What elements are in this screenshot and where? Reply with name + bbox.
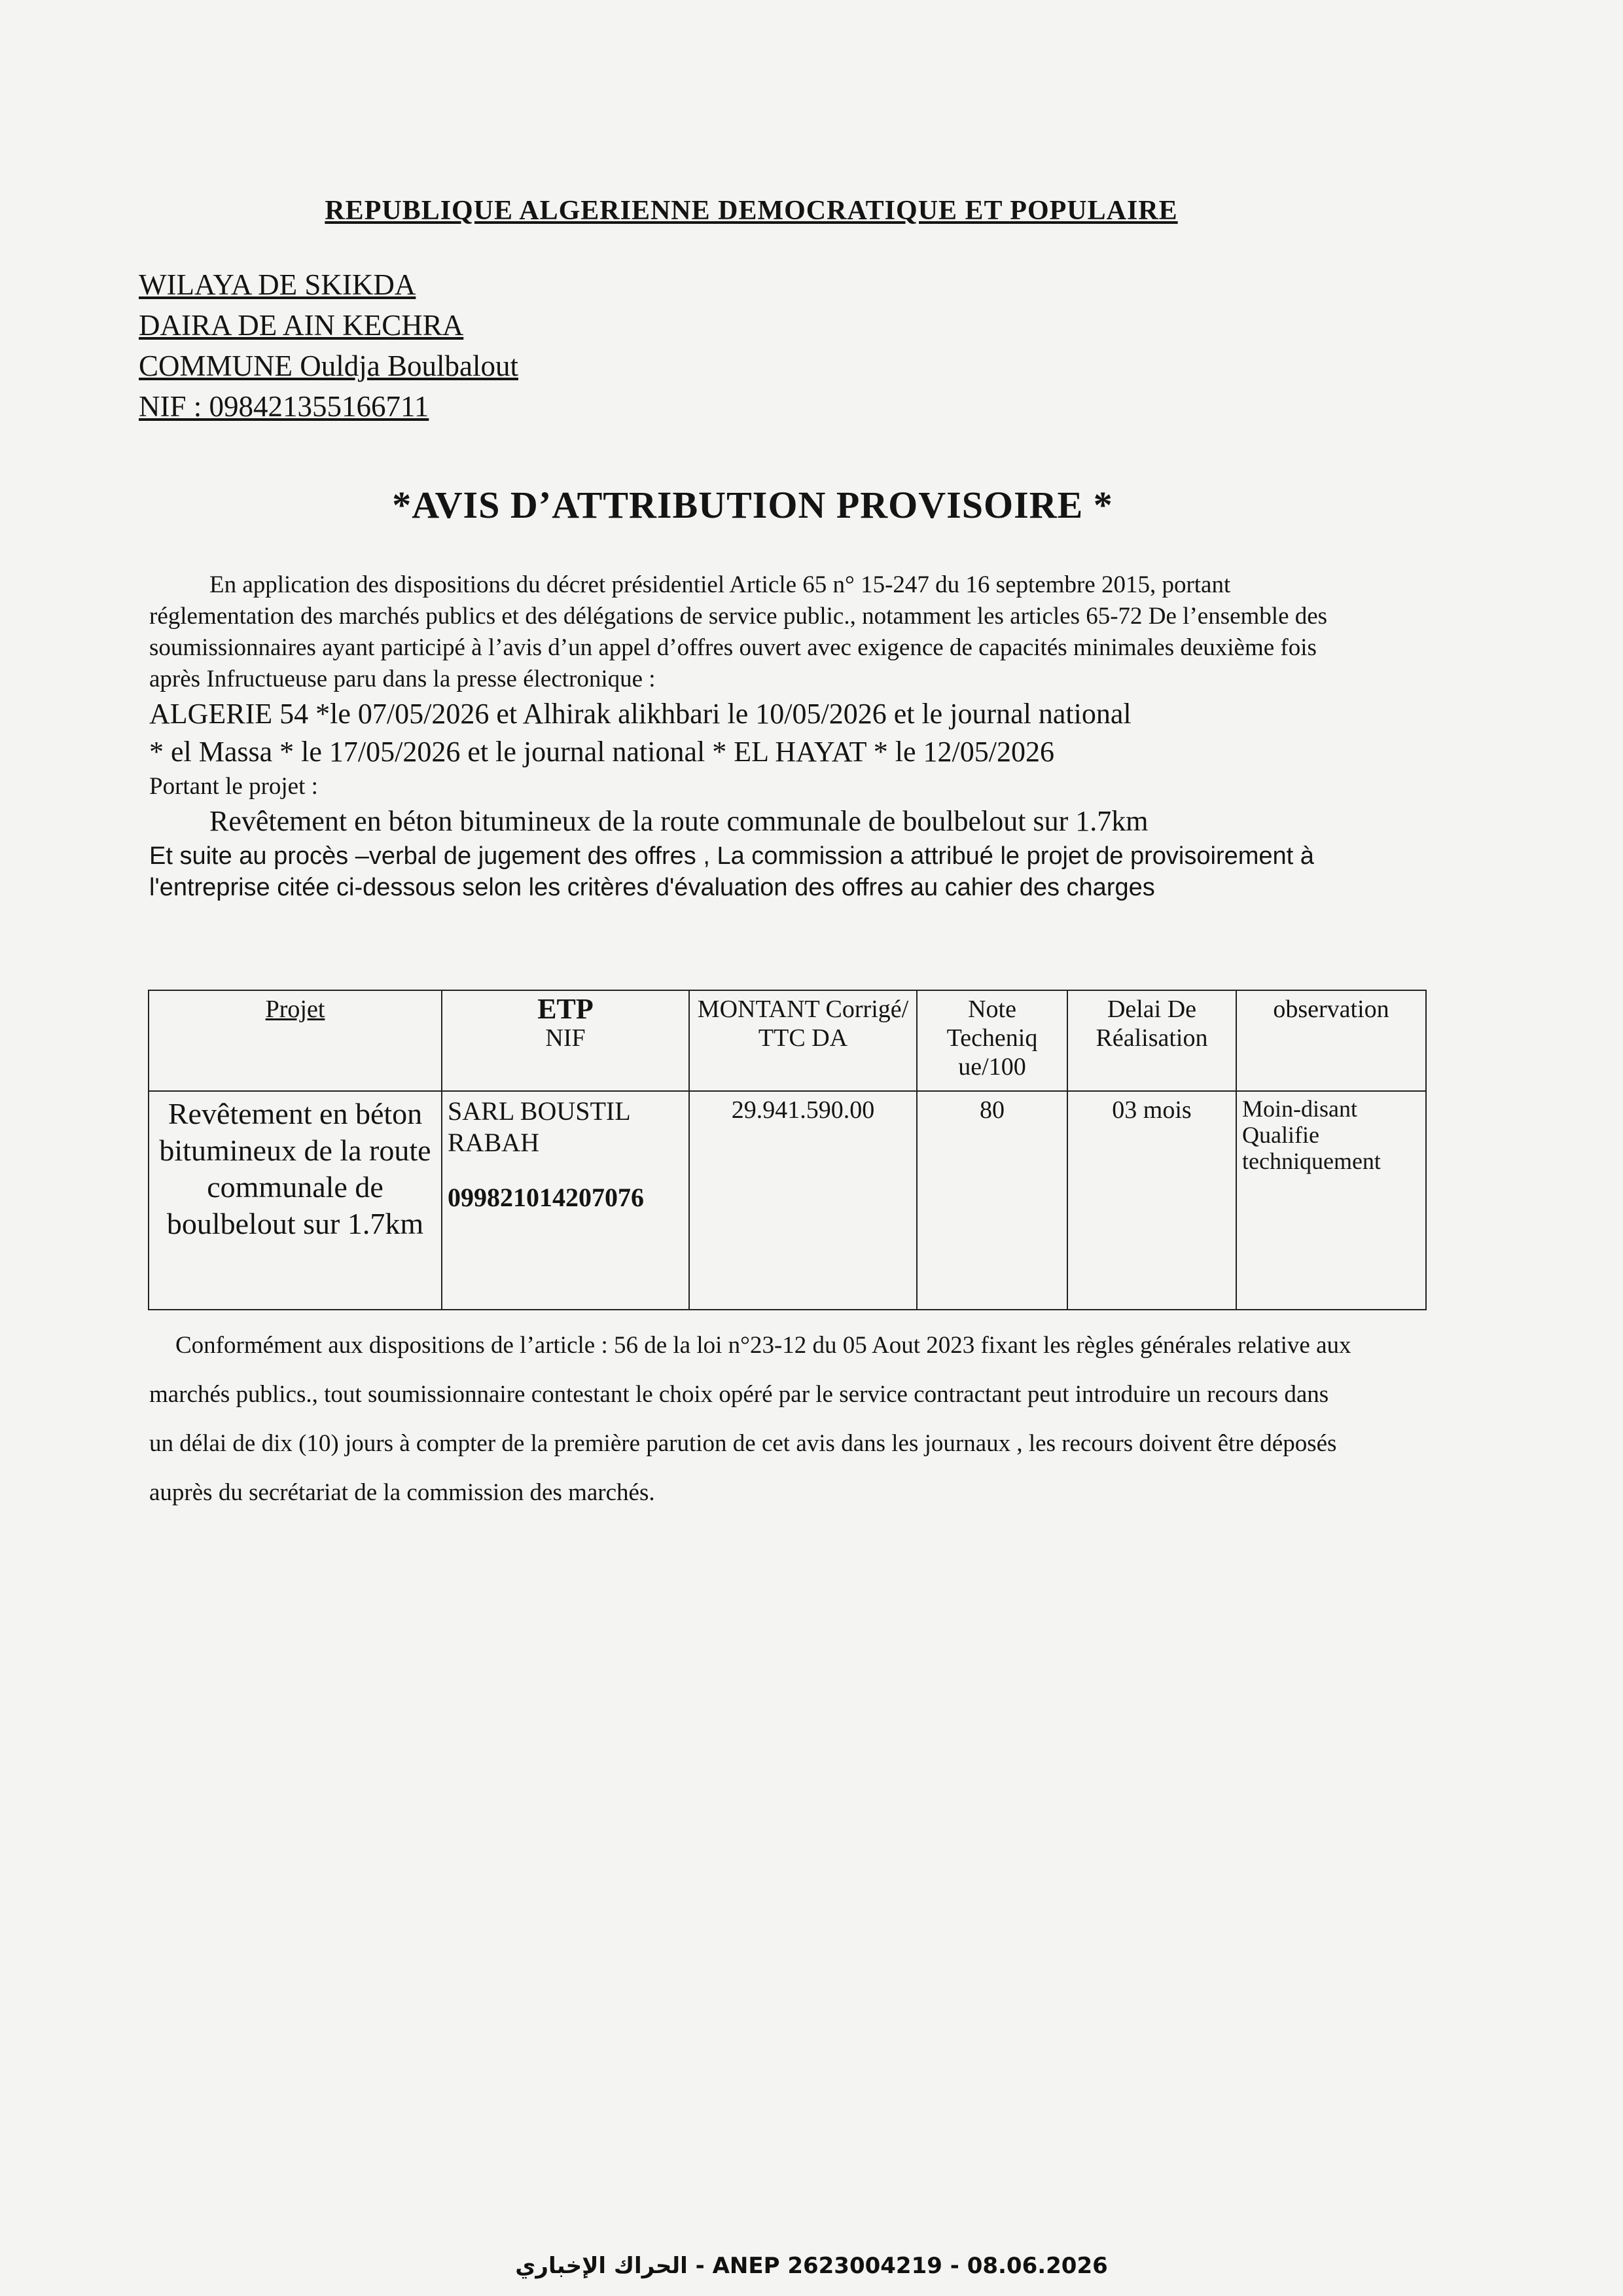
header-projet: Projet [149,990,442,1091]
header-etp: ETP NIF [442,990,689,1091]
award-table [148,990,1427,1310]
commune-line: COMMUNE Ouldja Boulbalout [139,350,518,382]
issuer-block [139,264,518,427]
wilaya-line: WILAYA DE SKIKDA [139,268,416,301]
cell-projet: Revêtement en béton bitumineux de la route communale de boulbelout sur 1.7km [149,1091,442,1310]
cell-observation: Moin-disant Qualifie techniquement [1236,1091,1426,1310]
press-line-2: * el Massa * le 17/05/2026 et le journal national * EL HAYAT * le 12/05/2026 [149,736,1054,768]
header-observation: observation [1236,990,1426,1091]
intro-section [149,569,1353,903]
header-montant: MONTANT Corrigé/ TTC DA [689,990,917,1091]
closing-paragraph: Conformément aux dispositions de l’article : 56 de la loi n°23-12 du 05 Aout 2023 fixant les règles générales relative aux marchés publics., tout soumissionnaire contestant le choix opéré par le service contractant peut introduire un recours dans un délai de dix (10) jours à compter de la première parution de cet avis dans les journaux , les recours doivent être déposés auprès du secrétariat de la commission des marchés. [149,1332,1351,1506]
cell-montant: 29.941.590.00 [689,1091,917,1310]
project-name: Revêtement en béton bitumineux de la route communale de boulbelout sur 1.7km [209,805,1149,837]
project-intro: Portant le projet : [149,773,318,800]
table-row [149,1091,1426,1310]
press-line-1: ALGERIE 54 *le 07/05/2026 et Alhirak alikhbari le 10/05/2026 et le journal national [149,698,1132,730]
cell-delai: 03 mois [1067,1091,1236,1310]
company-name: SARL BOUSTIL RABAH [448,1096,630,1157]
publication-footer: الحراك الإخباري - ANEP 2623004219 - 08.06.2026 [515,2253,1108,2279]
republic-heading: REPUBLIQUE ALGERIENNE DEMOCRATIQUE ET POPULAIRE [325,196,1178,226]
header-note: Note Techeniq ue/100 [917,990,1067,1091]
intro-paragraph: En application des dispositions du décret présidentiel Article 65 n° 15-247 du 16 septembre 2015, portant réglementation des marchés publics et des délégations de service public., notamment les articles 65-72 De l’ensemble des soumissionnaires ayant participé à l’avis d’un appel d’offres ouvert avec exigence de capacités minimales deuxième fois après Infructueuse paru dans la presse électronique : [149,571,1328,692]
cell-etp [442,1091,689,1310]
header-delai: Delai De Réalisation [1067,990,1236,1091]
table-header-row [149,990,1426,1091]
company-nif: 099821014207076 [448,1183,644,1212]
nif-line: NIF : 098421355166711 [139,390,429,423]
commission-paragraph: Et suite au procès –verbal de jugement des offres , La commission a attribué le projet de provisoirement à l'entreprise citée ci-dessous selon les critères d'évaluation des offres au cahier des charges [149,842,1314,901]
notice-title: *AVIS D’ATTRIBUTION PROVISOIRE * [392,484,1113,526]
daira-line: DAIRA DE AIN KECHRA [139,309,464,342]
closing-section [149,1321,1353,1517]
cell-note: 80 [917,1091,1067,1310]
